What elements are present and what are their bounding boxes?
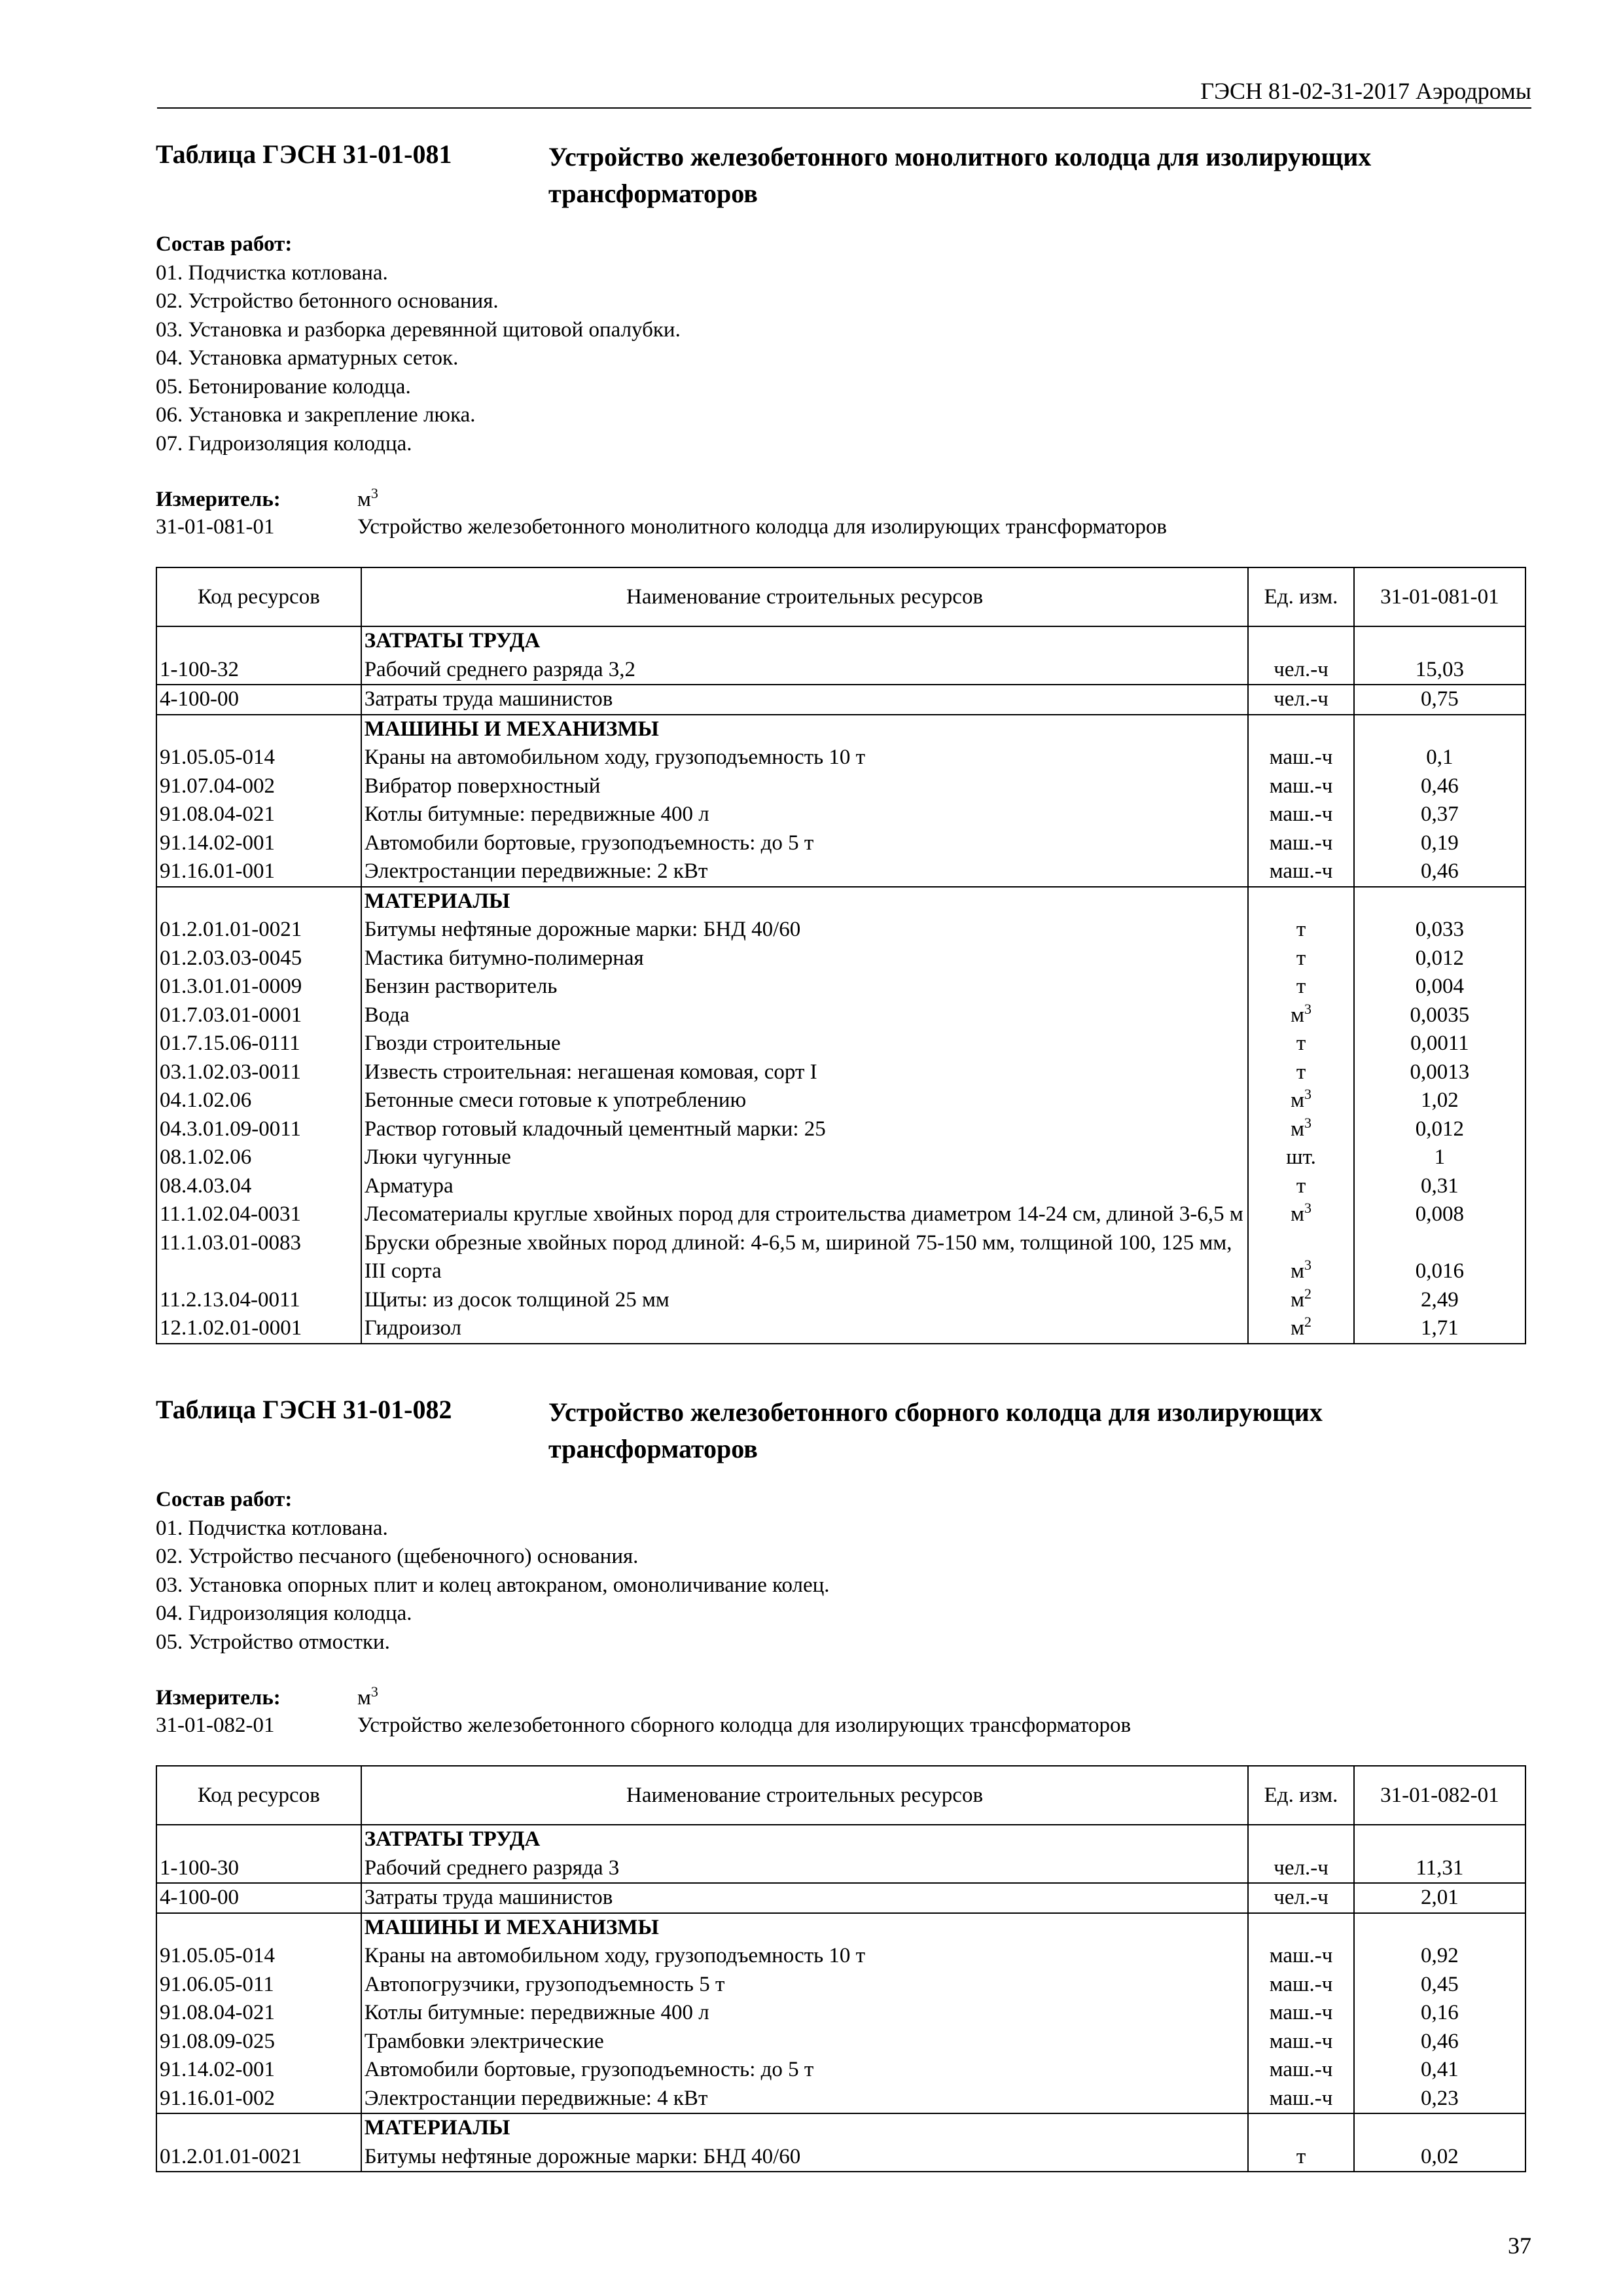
resource-code: 03.1.02.03-0011 bbox=[156, 1058, 361, 1087]
resource-unit-text: м bbox=[1291, 1088, 1304, 1112]
resource-code: 4-100-00 bbox=[156, 1883, 361, 1913]
table-title bbox=[156, 1394, 1526, 1466]
resource-unit-text: чел.-ч bbox=[1274, 657, 1329, 681]
resource-row bbox=[156, 1143, 1525, 1172]
norm-name: Устройство железобетонного монолитного колодца для изолирующих трансформаторов bbox=[357, 515, 1167, 539]
col-unit-header: Ед. изм. bbox=[1248, 1766, 1353, 1825]
resource-name: Автомобили бортовые, грузоподъемность: до 5 т bbox=[361, 2056, 1249, 2085]
resource-name: Трамбовки электрические bbox=[361, 2028, 1249, 2056]
resource-name: Вода bbox=[361, 1001, 1249, 1030]
resource-row bbox=[156, 973, 1525, 1001]
resource-name: Электростанции передвижные: 4 кВт bbox=[361, 2085, 1249, 2114]
resource-row bbox=[156, 1999, 1525, 2028]
resource-code: 01.3.01.01-0009 bbox=[156, 973, 361, 1001]
resource-row bbox=[156, 1971, 1525, 2000]
meter-unit-sup: 3 bbox=[370, 1683, 378, 1700]
col-name-header: Наименование строительных ресурсов bbox=[361, 1766, 1249, 1825]
resource-value: 0,31 bbox=[1354, 1172, 1525, 1201]
meter-unit-text: м bbox=[357, 1686, 371, 1710]
resource-unit bbox=[1248, 1001, 1353, 1030]
resource-unit bbox=[1248, 1999, 1353, 2028]
resource-unit-text: маш.-ч bbox=[1269, 831, 1333, 855]
resource-unit-text: чел.-ч bbox=[1274, 687, 1329, 711]
resource-name: Автомобили бортовые, грузоподъемность: до 5 т bbox=[361, 829, 1249, 858]
table-code: Таблица ГЭСН 31-01-081 bbox=[156, 139, 452, 169]
resource-row bbox=[156, 1086, 1525, 1115]
resource-code: 11.1.03.01-0083 bbox=[156, 1229, 361, 1286]
resource-name: Люки чугунные bbox=[361, 1143, 1249, 1172]
resource-row bbox=[156, 1001, 1525, 1030]
col-value-header: 31-01-081-01 bbox=[1354, 567, 1525, 626]
resource-name: Котлы битумные: передвижные 400 л bbox=[361, 800, 1249, 829]
resource-value: 0,016 bbox=[1354, 1229, 1525, 1286]
resource-name: Гидроизол bbox=[361, 1314, 1249, 1344]
resource-code: 91.14.02-001 bbox=[156, 2056, 361, 2085]
resource-unit-text: т bbox=[1296, 1060, 1306, 1084]
composition-item: 05. Бетонирование колодца. bbox=[156, 374, 411, 399]
meter-block bbox=[156, 486, 1526, 541]
category-title: ЗАТРАТЫ ТРУДА bbox=[361, 1825, 1249, 1854]
header-divider bbox=[157, 107, 1531, 109]
resource-name: Мастика битумно-полимерная bbox=[361, 944, 1249, 973]
resource-unit-text: м bbox=[1291, 1287, 1304, 1312]
resource-row bbox=[156, 2028, 1525, 2056]
resource-unit-text: м bbox=[1291, 1003, 1304, 1027]
resource-name: Бруски обрезные хвойных пород длиной: 4-6,5 м, шириной 75-150 мм, толщиной 100, 125 мм, III сорта bbox=[361, 1229, 1249, 1286]
resource-unit bbox=[1248, 916, 1353, 944]
resource-name: Краны на автомобильном ходу, грузоподъемность 10 т bbox=[361, 744, 1249, 772]
table-name: Устройство железобетонного монолитного колодца для изолирующих трансформаторов bbox=[548, 142, 1372, 208]
resource-row bbox=[156, 2056, 1525, 2085]
resource-row bbox=[156, 744, 1525, 772]
resource-name: Бетонные смеси готовые к употреблению bbox=[361, 1086, 1249, 1115]
resource-name: Вибратор поверхностный bbox=[361, 772, 1249, 801]
resource-unit bbox=[1248, 1200, 1353, 1229]
resource-unit bbox=[1248, 1115, 1353, 1144]
resource-value: 0,92 bbox=[1354, 1942, 1525, 1971]
resource-unit-sup: 2 bbox=[1304, 1314, 1311, 1330]
resource-unit-text: шт. bbox=[1286, 1145, 1316, 1169]
resource-unit-text: маш.-ч bbox=[1269, 2086, 1333, 2110]
resource-row bbox=[156, 685, 1525, 715]
resource-unit bbox=[1248, 1030, 1353, 1058]
norm-table-section-2 bbox=[156, 1394, 1526, 2172]
meter-unit bbox=[357, 1684, 378, 1712]
composition-item: 04. Гидроизоляция колодца. bbox=[156, 1602, 412, 1625]
norm-code: 31-01-082-01 bbox=[156, 1713, 275, 1737]
category-title: МАТЕРИАЛЫ bbox=[361, 887, 1249, 916]
resource-unit bbox=[1248, 1314, 1353, 1344]
resource-unit-sup: 2 bbox=[1304, 1285, 1311, 1302]
resource-name: Автопогрузчики, грузоподъемность 5 т bbox=[361, 1971, 1249, 2000]
category-row bbox=[156, 715, 1525, 744]
composition-label: Состав работ: bbox=[156, 1488, 293, 1511]
composition-item: 04. Установка арматурных сеток. bbox=[156, 346, 459, 370]
resource-unit-text: м bbox=[1291, 1316, 1304, 1340]
category-row bbox=[156, 887, 1525, 916]
category-title: МАШИНЫ И МЕХАНИЗМЫ bbox=[361, 1913, 1249, 1943]
resource-code: 91.07.04-002 bbox=[156, 772, 361, 801]
resource-value: 0,23 bbox=[1354, 2085, 1525, 2114]
meter-block bbox=[156, 1684, 1526, 1739]
resource-unit bbox=[1248, 2143, 1353, 2172]
resource-value: 0,46 bbox=[1354, 772, 1525, 801]
resource-code: 91.08.04-021 bbox=[156, 800, 361, 829]
resource-unit-text: маш.-ч bbox=[1269, 2001, 1333, 2024]
resource-name: Известь строительная: негашеная комовая, сорт I bbox=[361, 1058, 1249, 1087]
resource-code: 11.2.13.04-0011 bbox=[156, 1286, 361, 1315]
resource-name: Бензин растворитель bbox=[361, 973, 1249, 1001]
resource-code: 08.4.03.04 bbox=[156, 1172, 361, 1201]
resource-name: Лесоматериалы круглые хвойных пород для строительства диаметром 14-24 см, длиной 3-6,5 м bbox=[361, 1200, 1249, 1229]
work-composition bbox=[156, 1486, 1526, 1657]
resource-row bbox=[156, 1030, 1525, 1058]
resource-name: Рабочий среднего разряда 3,2 bbox=[361, 656, 1249, 685]
resource-unit-sup: 3 bbox=[1304, 1086, 1311, 1102]
resource-name: Электростанции передвижные: 2 кВт bbox=[361, 857, 1249, 887]
resource-unit-text: маш.-ч bbox=[1269, 774, 1333, 798]
composition-item: 02. Устройство бетонного основания. bbox=[156, 289, 499, 313]
resource-name: Рабочий среднего разряда 3 bbox=[361, 1854, 1249, 1884]
col-code-header: Код ресурсов bbox=[156, 1766, 361, 1825]
resource-name: Битумы нефтяные дорожные марки: БНД 40/60 bbox=[361, 916, 1249, 944]
resource-unit bbox=[1248, 1086, 1353, 1115]
resource-unit bbox=[1248, 944, 1353, 973]
resource-unit-text: маш.-ч bbox=[1269, 745, 1333, 769]
resource-unit bbox=[1248, 1143, 1353, 1172]
resource-name: Раствор готовый кладочный цементный марки: 25 bbox=[361, 1115, 1249, 1144]
resource-row bbox=[156, 1115, 1525, 1144]
resource-unit bbox=[1248, 1971, 1353, 2000]
category-title: МАТЕРИАЛЫ bbox=[361, 2113, 1249, 2143]
composition-label: Состав работ: bbox=[156, 232, 293, 256]
category-row bbox=[156, 2113, 1525, 2143]
norm-table-section-1 bbox=[156, 139, 1526, 1344]
resource-unit-text: т bbox=[1296, 946, 1306, 970]
resource-name: Краны на автомобильном ходу, грузоподъемность 10 т bbox=[361, 1942, 1249, 1971]
resource-code: 04.3.01.09-0011 bbox=[156, 1115, 361, 1144]
resource-unit-text: т bbox=[1296, 1174, 1306, 1198]
resource-code: 91.05.05-014 bbox=[156, 744, 361, 772]
resource-code: 91.16.01-002 bbox=[156, 2085, 361, 2114]
col-value-header: 31-01-082-01 bbox=[1354, 1766, 1525, 1825]
resource-unit bbox=[1248, 772, 1353, 801]
resource-value: 0,45 bbox=[1354, 1971, 1525, 2000]
resource-row bbox=[156, 2085, 1525, 2114]
resource-name: Битумы нефтяные дорожные марки: БНД 40/60 bbox=[361, 2143, 1249, 2172]
resource-code: 1-100-32 bbox=[156, 656, 361, 685]
category-title: МАШИНЫ И МЕХАНИЗМЫ bbox=[361, 715, 1249, 744]
resource-code: 91.14.02-001 bbox=[156, 829, 361, 858]
resource-unit bbox=[1248, 829, 1353, 858]
composition-item: 03. Установка и разборка деревянной щитовой опалубки. bbox=[156, 317, 681, 342]
category-row bbox=[156, 1913, 1525, 1943]
resource-unit-text: маш.-ч bbox=[1269, 2058, 1333, 2081]
meter-unit-sup: 3 bbox=[370, 485, 378, 501]
resource-row bbox=[156, 2143, 1525, 2172]
norm-code: 31-01-081-01 bbox=[156, 515, 275, 539]
resource-value: 0,16 bbox=[1354, 1999, 1525, 2028]
resource-code: 1-100-30 bbox=[156, 1854, 361, 1884]
document-title: ГЭСН 81-02-31-2017 Аэродромы bbox=[1200, 78, 1531, 104]
resource-value: 0,46 bbox=[1354, 2028, 1525, 2056]
category-row bbox=[156, 1825, 1525, 1854]
resource-unit bbox=[1248, 1229, 1353, 1286]
resource-row bbox=[156, 1314, 1525, 1344]
resource-unit bbox=[1248, 685, 1353, 715]
resource-row bbox=[156, 1286, 1525, 1315]
resource-row bbox=[156, 829, 1525, 858]
resource-row bbox=[156, 772, 1525, 801]
resource-value: 2,01 bbox=[1354, 1883, 1525, 1913]
resource-row bbox=[156, 1200, 1525, 1229]
resource-value: 0,1 bbox=[1354, 744, 1525, 772]
resource-value: 0,75 bbox=[1354, 685, 1525, 715]
resource-unit-sup: 3 bbox=[1304, 1257, 1311, 1273]
resource-unit bbox=[1248, 2028, 1353, 2056]
table-header-row bbox=[156, 1766, 1525, 1825]
resource-value: 0,004 bbox=[1354, 973, 1525, 1001]
resource-unit-text: маш.-ч bbox=[1269, 802, 1333, 826]
resource-row bbox=[156, 1058, 1525, 1087]
resource-value: 0,0013 bbox=[1354, 1058, 1525, 1087]
resource-unit bbox=[1248, 800, 1353, 829]
resource-unit bbox=[1248, 1286, 1353, 1315]
norm-name: Устройство железобетонного сборного колодца для изолирующих трансформаторов bbox=[357, 1713, 1132, 1737]
resource-value: 0,19 bbox=[1354, 829, 1525, 858]
resource-unit-sup: 3 bbox=[1304, 1000, 1311, 1017]
composition-item: 02. Устройство песчаного (щебеночного) основания. bbox=[156, 1545, 639, 1568]
resource-unit-text: чел.-ч bbox=[1274, 1886, 1329, 1909]
resource-code: 91.08.09-025 bbox=[156, 2028, 361, 2056]
resource-value: 0,0035 bbox=[1354, 1001, 1525, 1030]
resource-value: 0,008 bbox=[1354, 1200, 1525, 1229]
resource-unit-text: т bbox=[1296, 975, 1306, 998]
resource-unit-sup: 3 bbox=[1304, 1200, 1311, 1216]
resource-unit-text: чел.-ч bbox=[1274, 1856, 1329, 1880]
resource-code: 01.2.03.03-0045 bbox=[156, 944, 361, 973]
resource-value: 0,012 bbox=[1354, 1115, 1525, 1144]
resource-unit-text: маш.-ч bbox=[1269, 1972, 1333, 1996]
col-name-header: Наименование строительных ресурсов bbox=[361, 567, 1249, 626]
resource-unit bbox=[1248, 1883, 1353, 1913]
category-title: ЗАТРАТЫ ТРУДА bbox=[361, 626, 1249, 656]
composition-item: 06. Установка и закрепление люка. bbox=[156, 403, 476, 427]
resource-unit bbox=[1248, 973, 1353, 1001]
col-code-header: Код ресурсов bbox=[156, 567, 361, 626]
resource-code: 01.7.03.01-0001 bbox=[156, 1001, 361, 1030]
page-number: 37 bbox=[1508, 2233, 1531, 2259]
resource-code: 91.06.05-011 bbox=[156, 1971, 361, 2000]
resource-unit-sup: 3 bbox=[1304, 1114, 1311, 1131]
resource-unit-text: м bbox=[1291, 1202, 1304, 1226]
resource-value: 11,31 bbox=[1354, 1854, 1525, 1884]
resource-unit-text: м bbox=[1291, 1117, 1304, 1141]
composition-item: 03. Установка опорных плит и колец автокраном, омоноличивание колец. bbox=[156, 1573, 830, 1597]
table-code: Таблица ГЭСН 31-01-082 bbox=[156, 1395, 452, 1424]
resource-value: 1 bbox=[1354, 1143, 1525, 1172]
resource-name: Котлы битумные: передвижные 400 л bbox=[361, 1999, 1249, 2028]
resource-row bbox=[156, 857, 1525, 887]
resource-name: Гвозди строительные bbox=[361, 1030, 1249, 1058]
resource-value: 0,0011 bbox=[1354, 1030, 1525, 1058]
resource-unit bbox=[1248, 2056, 1353, 2085]
resource-row bbox=[156, 916, 1525, 944]
resource-code: 4-100-00 bbox=[156, 685, 361, 715]
resource-code: 01.2.01.01-0021 bbox=[156, 2143, 361, 2172]
resource-unit-text: маш.-ч bbox=[1269, 2029, 1333, 2053]
resource-code: 04.1.02.06 bbox=[156, 1086, 361, 1115]
resource-unit-text: м bbox=[1291, 1259, 1304, 1283]
resource-unit bbox=[1248, 1942, 1353, 1971]
resource-value: 0,37 bbox=[1354, 800, 1525, 829]
resource-value: 1,02 bbox=[1354, 1086, 1525, 1115]
resource-value: 0,012 bbox=[1354, 944, 1525, 973]
meter-label: Измеритель: bbox=[156, 488, 281, 511]
resource-unit bbox=[1248, 1172, 1353, 1201]
resource-unit bbox=[1248, 1854, 1353, 1884]
resource-unit bbox=[1248, 744, 1353, 772]
resource-name: Затраты труда машинистов bbox=[361, 685, 1249, 715]
resource-row bbox=[156, 944, 1525, 973]
category-row bbox=[156, 626, 1525, 656]
resource-name: Затраты труда машинистов bbox=[361, 1883, 1249, 1913]
resource-unit bbox=[1248, 857, 1353, 887]
resources-table bbox=[156, 1765, 1526, 2172]
resource-unit bbox=[1248, 2085, 1353, 2114]
resource-code: 01.2.01.01-0021 bbox=[156, 916, 361, 944]
resource-code: 91.05.05-014 bbox=[156, 1942, 361, 1971]
table-name: Устройство железобетонного сборного колодца для изолирующих трансформаторов bbox=[548, 1397, 1323, 1463]
resource-unit-text: маш.-ч bbox=[1269, 859, 1333, 883]
meter-unit bbox=[357, 486, 378, 513]
resource-value: 0,41 bbox=[1354, 2056, 1525, 2085]
table-header-row bbox=[156, 567, 1525, 626]
resource-unit-text: маш.-ч bbox=[1269, 1944, 1333, 1967]
resource-value: 15,03 bbox=[1354, 656, 1525, 685]
resource-name: Арматура bbox=[361, 1172, 1249, 1201]
resource-value: 0,46 bbox=[1354, 857, 1525, 887]
resource-unit bbox=[1248, 1058, 1353, 1087]
resource-code: 12.1.02.01-0001 bbox=[156, 1314, 361, 1344]
resource-name: Щиты: из досок толщиной 25 мм bbox=[361, 1286, 1249, 1315]
resource-row bbox=[156, 800, 1525, 829]
composition-item: 05. Устройство отмостки. bbox=[156, 1630, 390, 1654]
meter-unit-text: м bbox=[357, 488, 371, 511]
resource-value: 1,71 bbox=[1354, 1314, 1525, 1344]
resource-row bbox=[156, 1942, 1525, 1971]
resource-row bbox=[156, 656, 1525, 685]
composition-item: 01. Подчистка котлована. bbox=[156, 1516, 388, 1540]
table-title bbox=[156, 139, 1526, 211]
resources-table bbox=[156, 567, 1526, 1344]
resource-row bbox=[156, 1172, 1525, 1201]
resource-code: 11.1.02.04-0031 bbox=[156, 1200, 361, 1229]
resource-unit-text: т bbox=[1296, 918, 1306, 941]
composition-item: 07. Гидроизоляция колодца. bbox=[156, 431, 412, 456]
col-unit-header: Ед. изм. bbox=[1248, 567, 1353, 626]
composition-item: 01. Подчистка котлована. bbox=[156, 260, 388, 285]
resource-unit-text: т bbox=[1296, 2144, 1306, 2168]
meter-label: Измеритель: bbox=[156, 1686, 281, 1710]
resource-code: 08.1.02.06 bbox=[156, 1143, 361, 1172]
resource-row bbox=[156, 1854, 1525, 1884]
resource-row bbox=[156, 1883, 1525, 1913]
resource-unit-text: т bbox=[1296, 1031, 1306, 1055]
resource-code: 91.08.04-021 bbox=[156, 1999, 361, 2028]
resource-row bbox=[156, 1229, 1525, 1286]
resource-unit bbox=[1248, 656, 1353, 685]
resource-value: 0,02 bbox=[1354, 2143, 1525, 2172]
resource-value: 2,49 bbox=[1354, 1286, 1525, 1315]
resource-code: 91.16.01-001 bbox=[156, 857, 361, 887]
resource-code: 01.7.15.06-0111 bbox=[156, 1030, 361, 1058]
resource-value: 0,033 bbox=[1354, 916, 1525, 944]
work-composition bbox=[156, 230, 1526, 458]
